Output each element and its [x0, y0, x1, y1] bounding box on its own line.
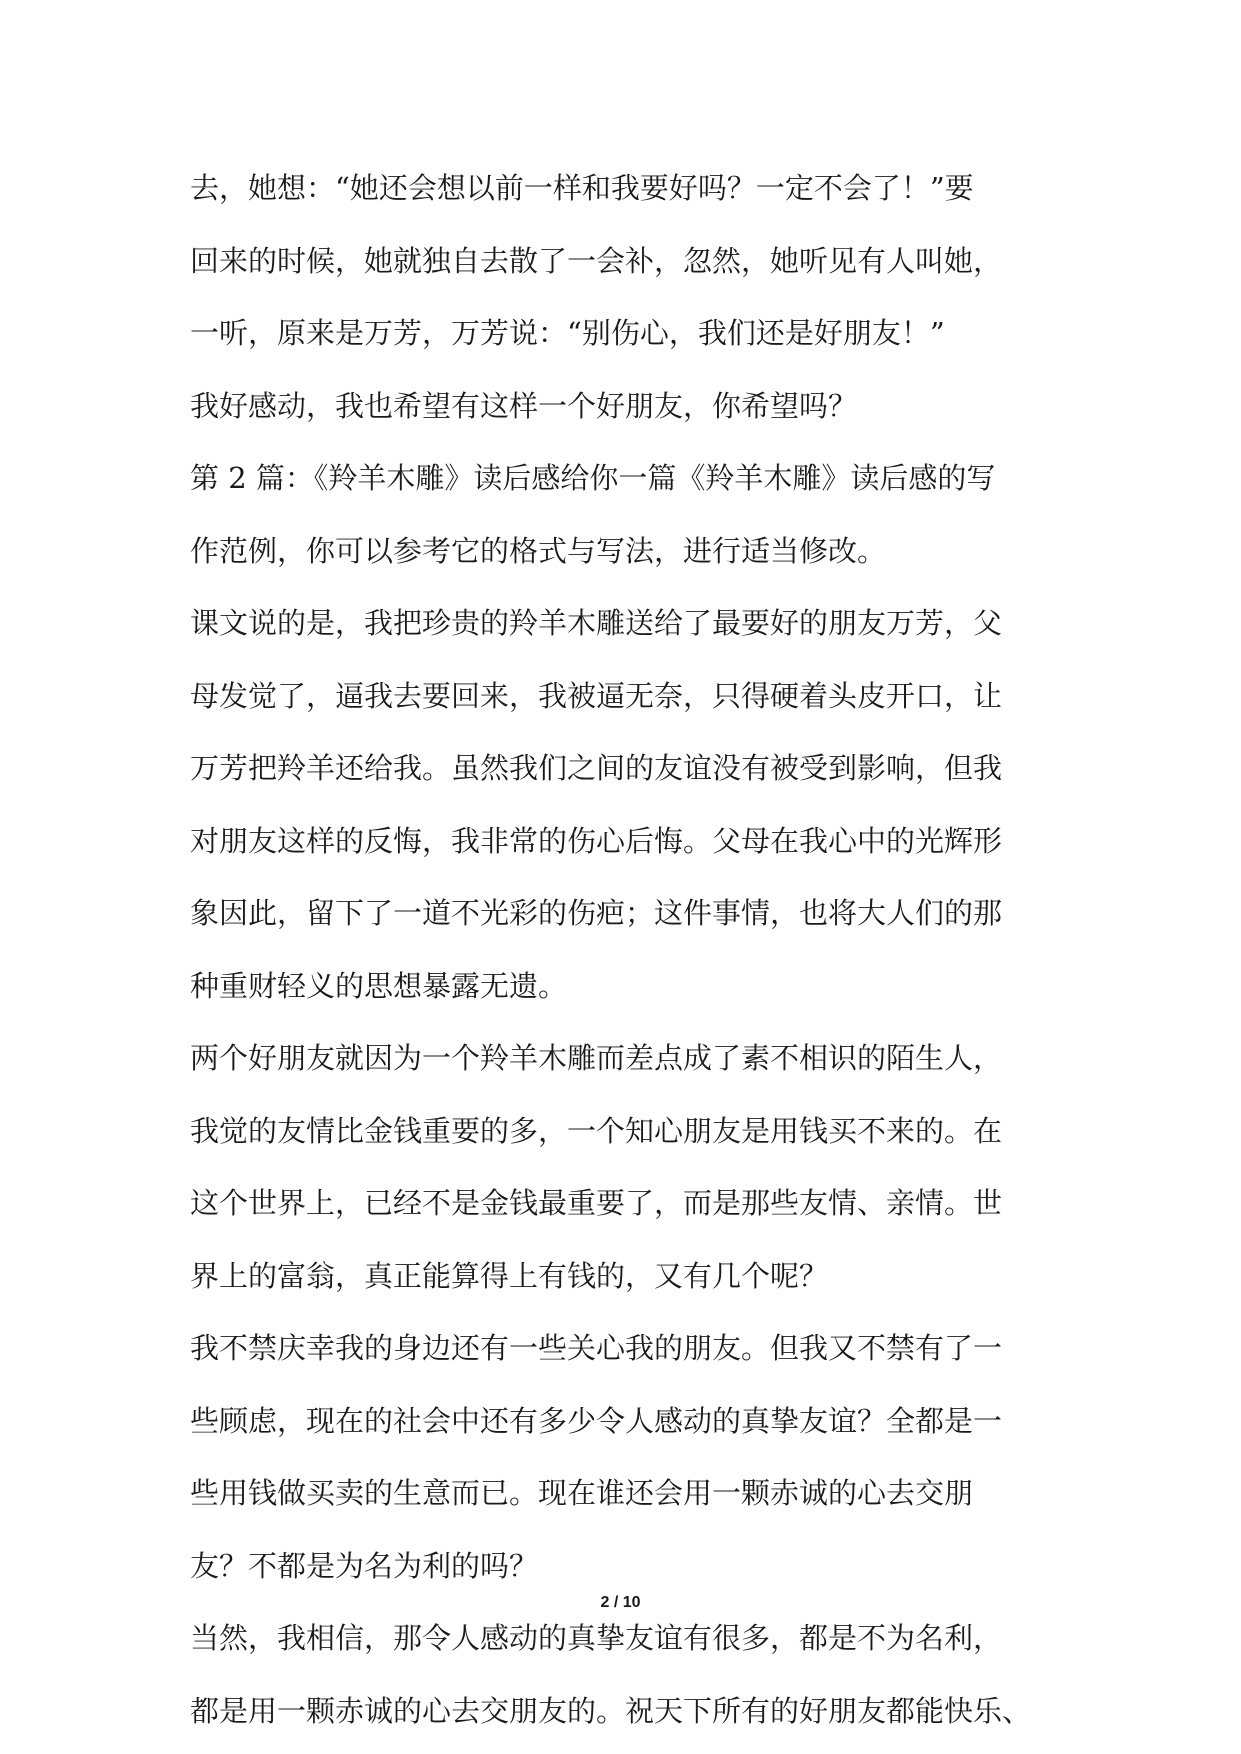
text-line: 万芳把羚羊还给我。虽然我们之间的友谊没有被受到影响，但我	[190, 751, 1003, 785]
text-line: 这个世界上，已经不是金钱最重要了，而是那些友情、亲情。世	[190, 1186, 1003, 1220]
text-line: 两个好朋友就因为一个羚羊木雕而差点成了素不相识的陌生人，	[190, 1041, 1003, 1075]
text-line: 母发觉了，逼我去要回来，我被逼无奈，只得硬着头皮开口，让	[190, 678, 1003, 713]
text-line: 些用钱做买卖的生意而已。现在谁还会用一颗赤诚的心去交朋	[190, 1476, 974, 1510]
text-line: 一听，原来是万芳，万芳说：“别伤心，我们还是好朋友！”	[190, 316, 945, 350]
text-line: 都是用一颗赤诚的心去交朋友的。祝天下所有的好朋友都能快乐、	[190, 1693, 1032, 1728]
text-line: 去，她想：“她还会想以前一样和我要好吗？一定不会了！”要	[190, 171, 974, 205]
text-line: 我觉的友情比金钱重要的多，一个知心朋友是用钱买不来的。在	[190, 1113, 1003, 1148]
text-line: 种重财轻义的思想暴露无遗。	[190, 968, 568, 1003]
text-line: 作范例，你可以参考它的格式与写法，进行适当修改。	[190, 533, 887, 568]
text-line: 当然，我相信，那令人感动的真挚友谊有很多，都是不为名利，	[190, 1621, 1003, 1655]
text-line: 课文说的是，我把珍贵的羚羊木雕送给了最要好的朋友万芳，父	[190, 606, 1003, 640]
page-number: 2 / 10	[600, 1594, 641, 1611]
text-line: 对朋友这样的反悔，我非常的伤心后悔。父母在我心中的光辉形	[190, 823, 1003, 858]
text-line: 友？不都是为名为利的吗？	[190, 1548, 539, 1583]
text-line: 象因此，留下了一道不光彩的伤疤；这件事情，也将大人们的那	[190, 896, 1003, 930]
text-line: 我好感动，我也希望有这样一个好朋友，你希望吗？	[190, 388, 858, 423]
text-line: 回来的时候，她就独自去散了一会补，忽然，她听见有人叫她，	[190, 243, 1003, 278]
text-line: 些顾虑，现在的社会中还有多少令人感动的真挚友谊？全都是一	[190, 1403, 1003, 1438]
document-body	[190, 152, 1070, 1747]
section-heading-line: 第 2 篇：《羚羊木雕》读后感给你一篇《羚羊木雕》读后感的写	[190, 461, 996, 495]
text-line: 我不禁庆幸我的身边还有一些关心我的朋友。但我又不禁有了一	[190, 1331, 1003, 1365]
text-line: 界上的富翁，真正能算得上有钱的，又有几个呢？	[190, 1258, 829, 1293]
